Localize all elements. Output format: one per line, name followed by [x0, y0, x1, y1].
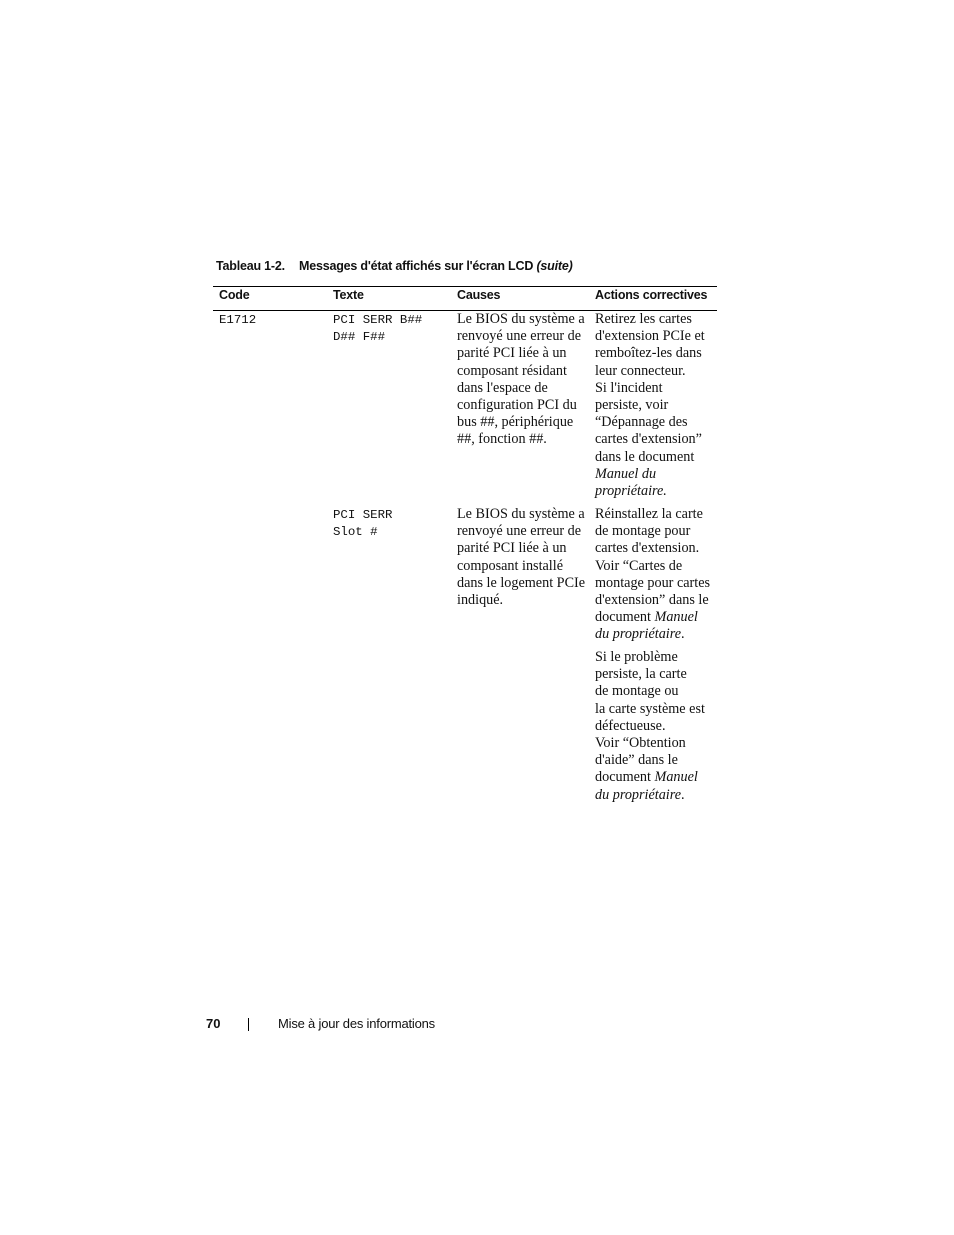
- row2-actions-line: cartes d'extension.: [595, 540, 700, 557]
- row1-actions-line: Retirez les cartes: [595, 311, 692, 327]
- row2-causes-line: renvoyé une erreur de: [457, 523, 582, 540]
- row1-actions-line: persiste, voir: [595, 397, 669, 414]
- row2-actions-line: montage pour cartes: [595, 574, 711, 591]
- row2-actions2-line: persiste, la carte: [595, 666, 687, 683]
- row1-causes-line: ##, fonction ##.: [457, 431, 547, 448]
- row2-actions2-line: la carte système est: [595, 700, 705, 717]
- row1-texte-line: PCI SERR B##: [333, 313, 423, 327]
- footer-separator: [248, 1018, 249, 1031]
- row1-causes-line: Le BIOS du système a: [457, 311, 585, 327]
- page-number: 70: [206, 1016, 221, 1031]
- row2-actions-line: de montage pour: [595, 523, 691, 540]
- row1-causes-line: dans l'espace de: [457, 379, 548, 396]
- row2-actions2-line: Voir “Obtention: [595, 735, 686, 752]
- row2-causes: [457, 506, 585, 609]
- footer-section-title: Mise à jour des informations: [278, 1016, 435, 1031]
- row1-texte-line: D## F##: [333, 330, 386, 345]
- row1-causes-line: parité PCI liée à un: [457, 345, 567, 362]
- header-causes: Causes: [457, 288, 501, 302]
- row2-causes-line: indiqué.: [457, 592, 504, 609]
- header-actions: Actions correctives: [595, 288, 708, 302]
- row1-actions-line: d'extension PCIe et: [595, 328, 705, 345]
- row1-actions-line: dans le document: [595, 448, 695, 465]
- row2-actions-line: document Manuel: [595, 609, 698, 626]
- row2-actions-continued: [595, 649, 705, 804]
- row2-causes-line: composant installé: [457, 557, 563, 574]
- header-texte: Texte: [333, 288, 364, 302]
- manual-title-fragment: du propriétaire: [595, 786, 682, 803]
- table-continued-label: (suite): [536, 259, 573, 273]
- manual-title-fragment: du propriétaire: [595, 626, 682, 643]
- row1-texte: [333, 312, 422, 346]
- row1-causes-line: renvoyé une erreur de: [457, 328, 582, 345]
- row2-actions-line: du propriétaire.: [595, 626, 685, 643]
- row2-texte-line: Slot #: [333, 525, 378, 540]
- row1-causes-line: configuration PCI du: [457, 397, 577, 414]
- row1-actions-line: cartes d'extension”: [595, 431, 702, 448]
- table-title: Messages d'état affichés sur l'écran LCD: [299, 259, 534, 273]
- table-caption: [216, 259, 573, 273]
- row2-actions2-line: d'aide” dans le: [595, 752, 678, 769]
- row2-actions2-line: de montage ou: [595, 683, 679, 700]
- header-code: Code: [219, 288, 250, 302]
- row1-actions-line: Manuel du: [595, 465, 657, 482]
- manual-title-fragment: Manuel: [654, 769, 698, 786]
- row2-actions-line: Réinstallez la carte: [595, 506, 703, 522]
- row2-actions-line: Voir “Cartes de: [595, 557, 683, 574]
- row2-texte: [333, 507, 393, 541]
- row2-causes-line: dans le logement PCIe: [457, 574, 586, 591]
- row2-causes-line: parité PCI liée à un: [457, 540, 567, 557]
- row2-texte-line: PCI SERR: [333, 508, 393, 522]
- row2-actions: [595, 506, 710, 644]
- row1-actions-line: Si l'incident: [595, 379, 663, 396]
- row1-actions-line: propriétaire.: [595, 483, 667, 500]
- row2-actions-line: d'extension” dans le: [595, 592, 709, 609]
- row1-actions-line: “Dépannage des: [595, 414, 688, 431]
- row2-actions2-line: du propriétaire.: [595, 786, 685, 803]
- table-number: Tableau 1-2.: [216, 259, 285, 273]
- row2-causes-line: Le BIOS du système a: [457, 506, 585, 522]
- row2-actions2-line: Si le problème: [595, 649, 678, 665]
- row2-actions2-line: document Manuel: [595, 769, 698, 786]
- row2-actions2-line: défectueuse.: [595, 717, 666, 734]
- manual-title-fragment: Manuel: [654, 609, 698, 626]
- row1-actions: [595, 311, 705, 500]
- header-top-rule: [213, 286, 717, 287]
- row1-causes-line: composant résidant: [457, 362, 567, 379]
- row1-causes: [457, 311, 585, 449]
- row1-code: E1712: [219, 313, 257, 327]
- row1-causes-line: bus ##, périphérique: [457, 414, 574, 431]
- row1-actions-line: leur connecteur.: [595, 362, 686, 379]
- row1-actions-line: remboîtez-les dans: [595, 345, 702, 362]
